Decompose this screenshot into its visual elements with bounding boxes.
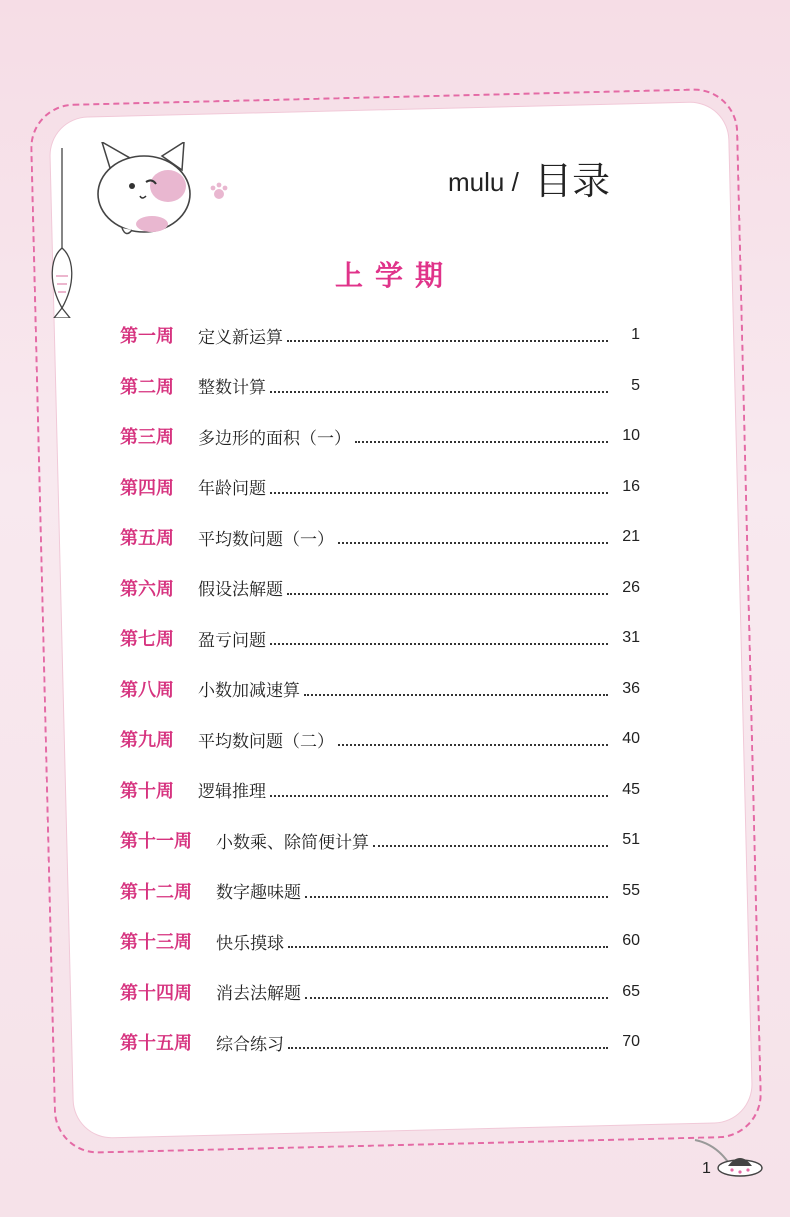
week-label: 第十三周 (120, 932, 192, 953)
toc-row[interactable] (120, 926, 640, 956)
page-title (448, 150, 610, 205)
page-ref: 70 (622, 1033, 640, 1050)
topic-title: 盈亏问题 (198, 630, 266, 651)
topic-title: 逻辑推理 (198, 782, 266, 802)
week-label: 第七周 (120, 629, 174, 650)
page-ref: 51 (622, 831, 640, 848)
toc-row[interactable] (120, 320, 640, 350)
page-number: 1 (702, 1160, 711, 1177)
page-ref: 10 (622, 427, 640, 444)
page-ref: 26 (622, 578, 640, 596)
leader-dots (338, 744, 608, 746)
toc-row[interactable] (120, 421, 640, 451)
page-ref: 16 (622, 477, 640, 495)
leader-dots (305, 997, 608, 999)
topic-title: 平均数问题（二） (198, 731, 334, 752)
week-label: 第五周 (120, 528, 174, 549)
leader-dots (338, 542, 608, 544)
topic-title: 小数加减速算 (198, 681, 300, 701)
page-ref: 21 (622, 528, 640, 545)
page-ref: 65 (622, 982, 640, 1000)
toc-row[interactable] (120, 825, 640, 855)
week-label: 第六周 (120, 578, 174, 600)
topic-title: 年龄问题 (198, 479, 266, 499)
toc-row[interactable] (120, 522, 640, 552)
toc-row[interactable] (120, 876, 640, 906)
topic-title: 定义新运算 (198, 327, 283, 348)
ufo-icon (690, 1132, 770, 1187)
page-ref: 55 (622, 881, 640, 899)
leader-dots (373, 845, 608, 847)
section-title: 上学期 (334, 259, 455, 292)
leader-dots (305, 896, 608, 898)
page-ref: 36 (622, 679, 640, 697)
topic-title: 平均数问题（一） (198, 529, 334, 550)
toc-row[interactable] (120, 1027, 640, 1057)
leader-dots (270, 492, 608, 494)
week-label: 第十周 (120, 780, 174, 802)
page-ref: 5 (631, 376, 640, 394)
topic-title: 整数计算 (198, 378, 266, 398)
leader-dots (288, 946, 608, 948)
week-label: 第十四周 (120, 982, 192, 1004)
leader-dots (287, 340, 608, 342)
leader-dots (304, 694, 608, 696)
page-ref: 45 (622, 780, 640, 798)
topic-title: 数字趣味题 (216, 883, 301, 903)
page-ref: 1 (631, 326, 640, 343)
week-label: 第八周 (120, 679, 174, 701)
toc-row[interactable] (120, 371, 640, 401)
paw-print-icon (208, 180, 230, 202)
week-label: 第十二周 (120, 881, 192, 903)
leader-dots (288, 1047, 608, 1049)
week-label: 第十五周 (120, 1033, 192, 1054)
week-label: 第四周 (120, 477, 174, 499)
toc-row[interactable] (120, 472, 640, 502)
cat-mascot-icon (92, 142, 202, 242)
page-ref: 40 (622, 730, 640, 747)
leader-dots (270, 795, 608, 797)
topic-title: 假设法解题 (198, 580, 283, 600)
page-ref: 31 (622, 629, 640, 646)
toc-row[interactable] (120, 724, 640, 754)
topic-title: 综合练习 (216, 1034, 284, 1055)
leader-dots (270, 643, 608, 645)
toc-row[interactable] (120, 573, 640, 603)
title-separator: / (511, 167, 519, 197)
topic-title: 多边形的面积（一） (198, 428, 351, 449)
toc-row[interactable] (120, 977, 640, 1007)
week-label: 第九周 (120, 730, 174, 751)
leader-dots (355, 441, 608, 443)
topic-title: 消去法解题 (216, 984, 301, 1004)
week-label: 第二周 (120, 376, 174, 398)
topic-title: 快乐摸球 (216, 933, 284, 954)
toc-row[interactable] (120, 674, 640, 704)
toc-row[interactable] (120, 775, 640, 805)
week-label: 第十一周 (120, 831, 192, 852)
topic-title: 小数乘、除简便计算 (216, 832, 369, 853)
week-label: 第一周 (120, 326, 174, 347)
toc-row[interactable] (120, 623, 640, 653)
title-chinese: 目录 (534, 159, 611, 203)
week-label: 第三周 (120, 427, 174, 448)
leader-dots (270, 391, 608, 393)
page-ref: 60 (622, 932, 640, 949)
title-latin: mulu (448, 167, 505, 197)
leader-dots (287, 593, 608, 595)
